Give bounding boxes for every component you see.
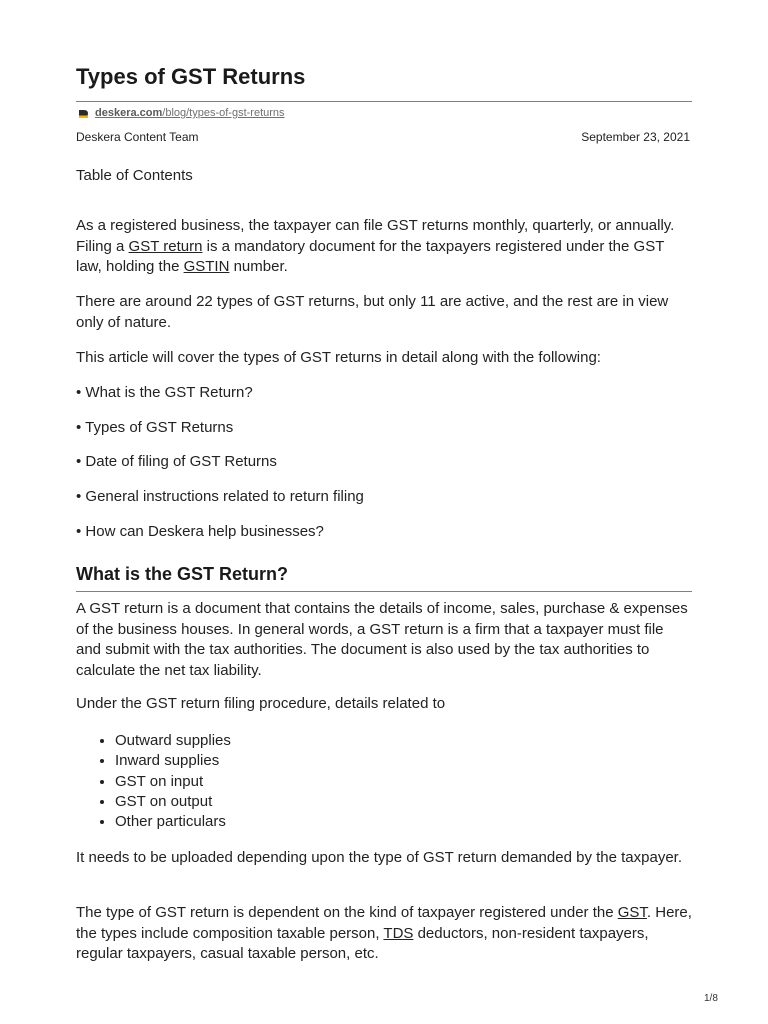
toc-bullet: • General instructions related to return filing bbox=[76, 488, 364, 505]
details-list bbox=[76, 731, 231, 832]
source-url[interactable]: deskera.com/blog/types-of-gst-returns bbox=[95, 107, 285, 119]
title-divider bbox=[76, 101, 692, 102]
section-divider bbox=[76, 591, 692, 592]
deskera-logo-icon bbox=[79, 109, 88, 118]
toc-bullet: • Date of filing of GST Returns bbox=[76, 453, 277, 470]
section-paragraph-3: It needs to be uploaded depending upon the type of GST return demanded by the taxpayer. bbox=[76, 849, 682, 866]
author: Deskera Content Team bbox=[76, 130, 199, 144]
source-link-row[interactable] bbox=[79, 107, 285, 119]
list-item: • GST on input bbox=[115, 772, 231, 792]
gst-link[interactable]: GST bbox=[617, 904, 647, 921]
toc-bullet: • How can Deskera help businesses? bbox=[76, 523, 324, 540]
article-meta bbox=[76, 130, 690, 144]
list-item: • GST on output bbox=[115, 792, 231, 812]
intro-paragraph-1: As a registered business, the taxpayer can file GST returns monthly, quarterly, or annually. Filing a GST return is a mandatory document for the taxpayers registered under the GST law, holding the GSTIN number. bbox=[76, 217, 675, 275]
page-number: 1/8 bbox=[704, 993, 718, 1004]
toc-bullet: • Types of GST Returns bbox=[76, 419, 234, 436]
list-item: • Inward supplies bbox=[115, 751, 231, 771]
table-of-contents-label: Table of Contents bbox=[76, 167, 193, 184]
list-item: • Other particulars bbox=[115, 812, 231, 832]
section-heading: What is the GST Return? bbox=[76, 564, 289, 584]
section-paragraph-2: Under the GST return filing procedure, details related to bbox=[76, 695, 446, 712]
toc-bullet: • What is the GST Return? bbox=[76, 384, 253, 401]
publish-date: September 23, 2021 bbox=[581, 130, 690, 144]
gstin-link[interactable]: GSTIN bbox=[183, 258, 230, 275]
section-paragraph-1: A GST return is a document that contains the details of income, sales, purchase & expenses of the business houses. In general words, a GST return is a firm that a taxpayer must file and submit with the tax authorities. The document is also used by the tax authorities to calculate the net tax liability. bbox=[76, 600, 688, 679]
list-item: • Outward supplies bbox=[115, 731, 231, 751]
tds-link[interactable]: TDS bbox=[383, 924, 414, 942]
intro-paragraph-3: This article will cover the types of GST returns in detail along with the following: bbox=[76, 349, 601, 366]
intro-paragraph-2: There are around 22 types of GST returns, but only 11 are active, and the rest are in view only of nature. bbox=[76, 293, 669, 331]
gst-return-link[interactable]: GST return bbox=[128, 237, 203, 255]
section-paragraph-4: The type of GST return is dependent on the kind of taxpayer registered under the GST. Here, the types include composition taxable person, TDS deductors, non-resident taxpayers, regular taxpayers, casual taxable person, etc. bbox=[76, 904, 692, 962]
page-title: Types of GST Returns bbox=[76, 64, 306, 89]
